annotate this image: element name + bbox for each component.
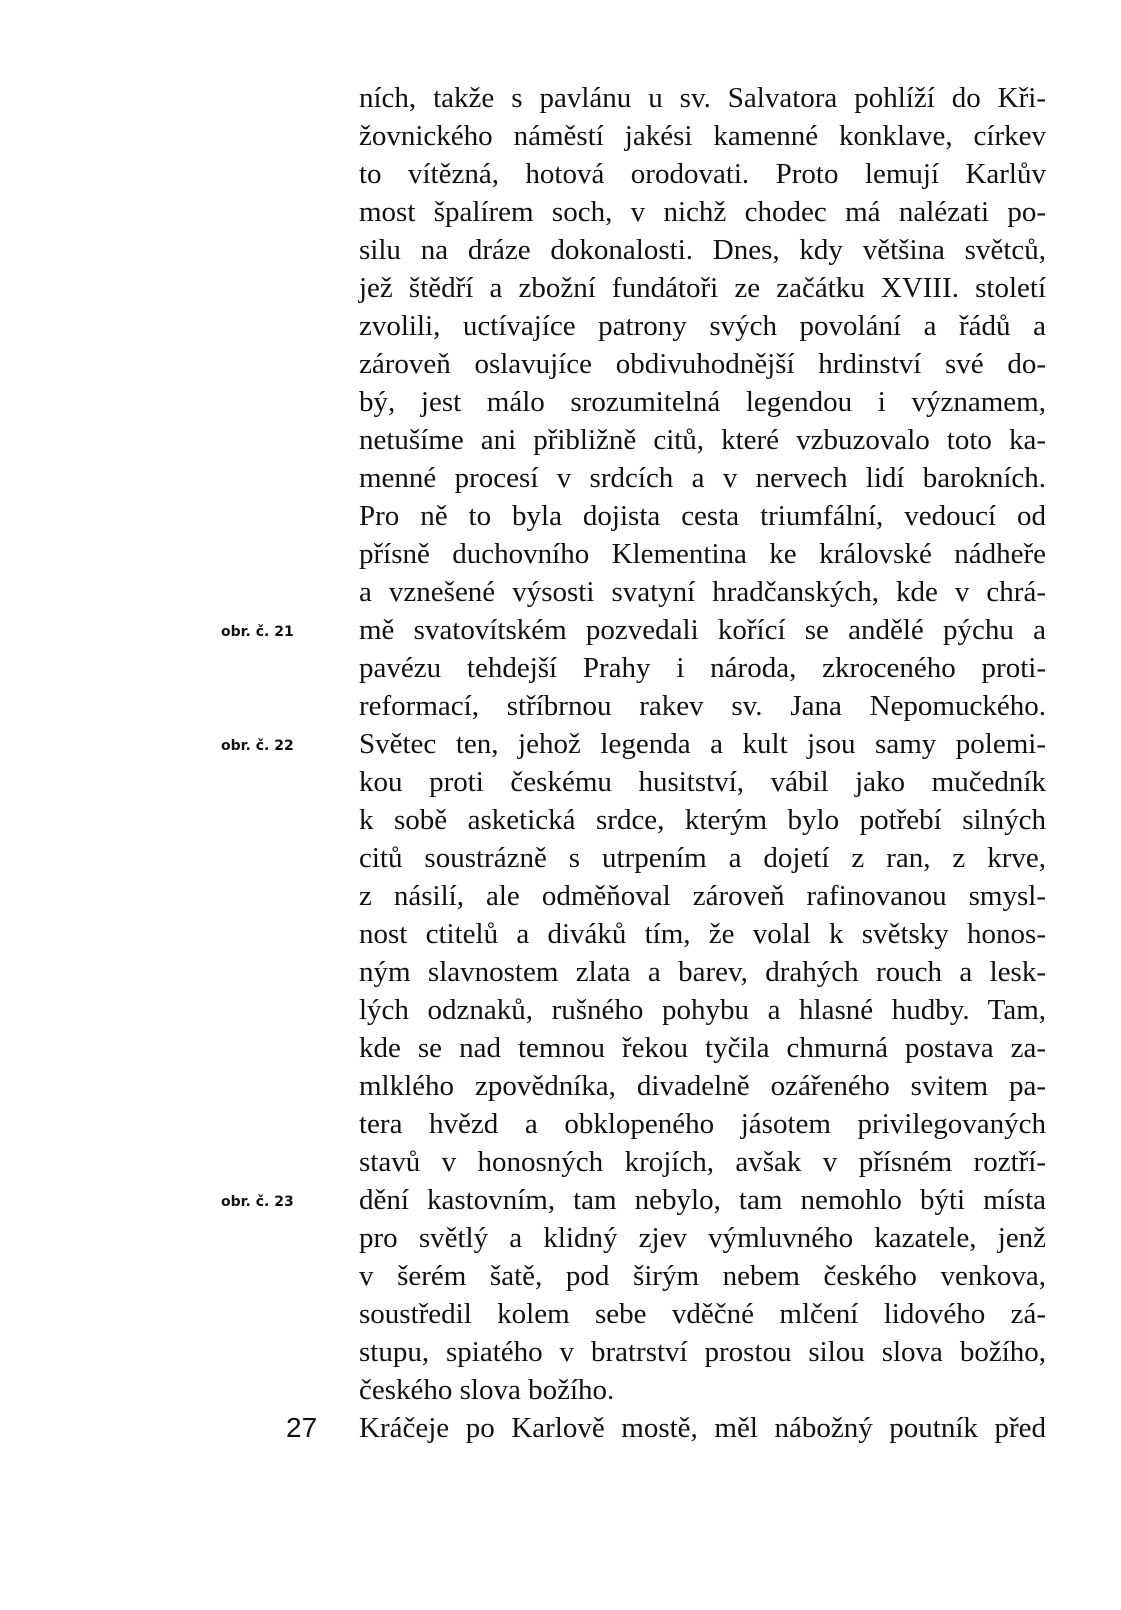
text-line: a vznešené výsosti svatyní hradčanských, kde v chrá-	[359, 576, 1046, 608]
text-line: nost ctitelů a diváků tím, že volal k světsky honos-	[359, 918, 1046, 950]
text-line: z násilí, ale odměňoval zároveň rafinovanou smysl-	[359, 880, 1046, 912]
text-line: bý, jest málo srozumitelná legendou i významem,	[359, 386, 1046, 418]
text-line: most špalírem soch, v nichž chodec má nalézati po-	[359, 196, 1046, 228]
text-line: přísně duchovního Klementina ke královské nádheře	[359, 538, 1046, 570]
text-line: zároveň oslavujíce obdivuhodnější hrdinství své do-	[359, 348, 1046, 380]
text-line: soustředil kolem sebe vděčné mlčení lidového zá-	[359, 1298, 1046, 1330]
text-line: ným slavnostem zlata a barev, drahých rouch a lesk-	[359, 956, 1046, 988]
text-line: citů soustrázně s utrpením a dojetí z ran, z krve,	[359, 842, 1046, 874]
text-line: ních, takže s pavlánu u sv. Salvatora pohlíží do Kři-	[359, 82, 1046, 114]
figure-reference: obr. č. 21	[221, 624, 294, 640]
text-line: menné procesí v srdcích a v nervech lidí barokních.	[359, 462, 1046, 494]
text-line: lých odznaků, rušného pohybu a hlasné hudby. Tam,	[359, 994, 1046, 1026]
text-line: zvolili, uctívajíce patrony svých povolání a řádů a	[359, 310, 1046, 342]
text-line: českého slova božího.	[359, 1374, 615, 1406]
text-line: žovnického náměstí jakési kamenné konklave, církev	[359, 120, 1046, 152]
text-line: v šerém šatě, pod širým nebem českého venkova,	[359, 1260, 1046, 1292]
text-line: to vítězná, hotová orodovati. Proto lemují Karlův	[359, 158, 1046, 190]
text-line: Kráčeje po Karlově mostě, měl nábožný poutník před	[359, 1412, 1046, 1444]
text-line: mě svatovítském pozvedali kořící se andělé pýchu a	[359, 614, 1046, 646]
text-line: jež štědří a zbožní fundátoři ze začátku XVIII. století	[359, 272, 1046, 304]
figure-reference: obr. č. 22	[221, 738, 294, 754]
text-line: tera hvězd a obklopeného jásotem privilegovaných	[359, 1108, 1046, 1140]
text-line: stavů v honosných krojích, avšak v přísném roztří-	[359, 1146, 1046, 1178]
text-line: kde se nad temnou řekou tyčila chmurná postava za-	[359, 1032, 1046, 1064]
text-line: netušíme ani přibližně citů, které vzbuzovalo toto ka-	[359, 424, 1046, 456]
text-line: k sobě asketická srdce, kterým bylo potřebí silných	[359, 804, 1046, 836]
page-number: 27	[286, 1412, 318, 1443]
text-line: pro světlý a klidný zjev výmluvného kazatele, jenž	[359, 1222, 1046, 1254]
text-line: stupu, spiatého v bratrství prostou silou slova božího,	[359, 1336, 1046, 1368]
text-line: reformací, stříbrnou rakev sv. Jana Nepomuckého.	[359, 690, 1046, 722]
figure-reference: obr. č. 23	[221, 1194, 294, 1210]
text-line: pavézu tehdejší Prahy i národa, zkroceného proti-	[359, 652, 1046, 684]
text-line: Světec ten, jehož legenda a kult jsou samy polemi-	[359, 728, 1046, 760]
text-line: kou proti českému husitství, vábil jako mučedník	[359, 766, 1046, 798]
text-line: silu na dráze dokonalosti. Dnes, kdy většina světců,	[359, 234, 1046, 266]
text-line: dění kastovním, tam nebylo, tam nemohlo býti místa	[359, 1184, 1046, 1216]
text-line: Pro ně to byla dojista cesta triumfální, vedoucí od	[359, 500, 1046, 532]
text-line: mlklého zpovědníka, divadelně ozářeného svitem pa-	[359, 1070, 1046, 1102]
